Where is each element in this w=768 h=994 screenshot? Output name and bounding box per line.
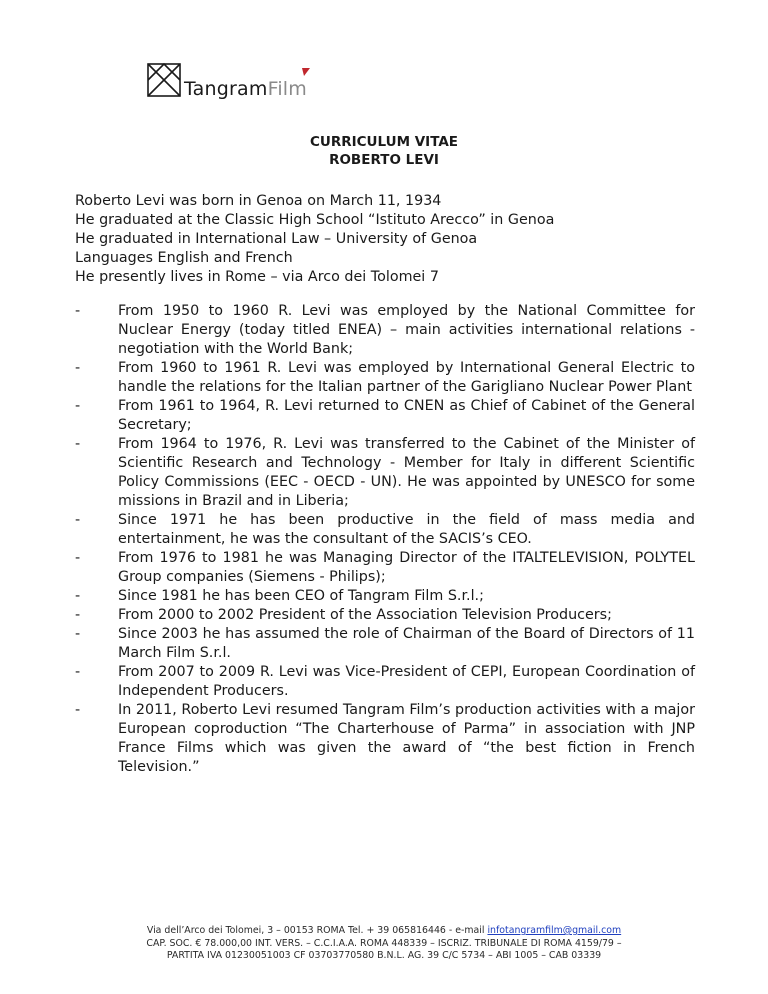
bullet-dash: -	[75, 664, 81, 680]
intro-line: He graduated in International Law – University of Genoa	[75, 231, 478, 247]
list-item-text: Since 1981 he has been CEO of Tangram Film S.r.l.;	[118, 588, 484, 604]
footer-address: Via dell’Arco dei Tolomei, 3 – 00153 ROMA Tel. + 39 065816446 - e-mail	[146, 925, 488, 936]
list-item	[75, 625, 695, 663]
bullet-dash: -	[75, 398, 81, 414]
intro-line: Roberto Levi was born in Genoa on March 11, 1934	[75, 193, 442, 209]
title-line-2: ROBERTO LEVI	[329, 152, 439, 168]
footer-address-line	[0, 925, 768, 938]
list-item	[75, 359, 695, 397]
bullet-dash: -	[75, 303, 81, 319]
list-item	[75, 435, 695, 511]
intro-line: He presently lives in Rome – via Arco dei Tolomei 7	[75, 269, 439, 285]
bullet-dash: -	[75, 588, 81, 604]
bullet-dash: -	[75, 436, 81, 452]
footer-email-link[interactable]: infotangramfilm@gmail.com	[487, 925, 622, 936]
bullet-dash: -	[75, 607, 81, 623]
list-item-text: From 1964 to 1976, R. Levi was transferred to the Cabinet of the Minister of Scientific Research and Technology - Member for Italy in different Scientific Policy Commissions (EEC - OECD - UN). He was appointed by UNESCO for some missions in Brazil and in Liberia;	[118, 436, 695, 509]
document-title	[0, 133, 768, 169]
intro-block	[75, 192, 554, 287]
bullet-dash: -	[75, 626, 81, 642]
list-item-text: From 2007 to 2009 R. Levi was Vice-President of CEPI, European Coordination of Independent Producers.	[118, 664, 695, 699]
list-item	[75, 511, 695, 549]
list-item	[75, 302, 695, 359]
bullet-dash: -	[75, 550, 81, 566]
logo-wordmark	[184, 78, 307, 100]
logo-word-film: Film	[267, 78, 307, 100]
footer-company-line: CAP. SOC. € 78.000,00 INT. VERS. – C.C.I.A.A. ROMA 448339 – ISCRIZ. TRIBUNALE DI ROMA 4159/79 –	[146, 937, 622, 949]
list-item-text: From 1950 to 1960 R. Levi was employed by the National Committee for Nuclear Energy (today titled ENEA) – main activities international relations - negotiation with the World Bank;	[118, 303, 695, 357]
list-item	[75, 663, 695, 701]
bullet-dash: -	[75, 512, 81, 528]
list-item	[75, 606, 695, 625]
career-list	[75, 302, 695, 777]
list-item	[75, 549, 695, 587]
page-footer	[0, 925, 768, 963]
list-item	[75, 587, 695, 606]
intro-line: He graduated at the Classic High School “Istituto Arecco” in Genoa	[75, 212, 555, 228]
list-item-text: From 2000 to 2002 President of the Association Television Producers;	[118, 607, 612, 623]
title-line-1: CURRICULUM VITAE	[309, 134, 459, 150]
list-item-text: In 2011, Roberto Levi resumed Tangram Film’s production activities with a major European coproduction “The Charterhouse of Parma” in association with JNP France Films which was given the award of “the best fiction in French Television.”	[118, 702, 695, 775]
footer-tax-line: PARTITA IVA 01230051003 CF 03703770580 B.N.L. AG. 39 C/C 5734 – ABI 1005 – CAB 03339	[166, 950, 602, 961]
bullet-dash: -	[75, 702, 81, 718]
list-item-text: Since 2003 he has assumed the role of Chairman of the Board of Directors of 11 March Film S.r.l.	[118, 626, 695, 661]
logo-word-tangram: Tangram	[184, 78, 268, 100]
list-item	[75, 701, 695, 777]
list-item-text: From 1960 to 1961 R. Levi was employed by International General Electric to handle the relations for the Italian partner of the Garigliano Nuclear Power Plant	[118, 360, 695, 395]
company-logo	[146, 60, 316, 102]
list-item-text: Since 1971 he has been productive in the field of mass media and entertainment, he was the consultant of the SACIS’s CEO.	[118, 512, 695, 547]
list-item	[75, 397, 695, 435]
list-item-text: From 1961 to 1964, R. Levi returned to CNEN as Chief of Cabinet of the General Secretary;	[118, 398, 695, 433]
list-item-text: From 1976 to 1981 he was Managing Director of the ITALTELEVISION, POLYTEL Group companies (Siemens - Philips);	[118, 550, 695, 585]
bullet-dash: -	[75, 360, 81, 376]
intro-line: Languages English and French	[75, 250, 293, 266]
